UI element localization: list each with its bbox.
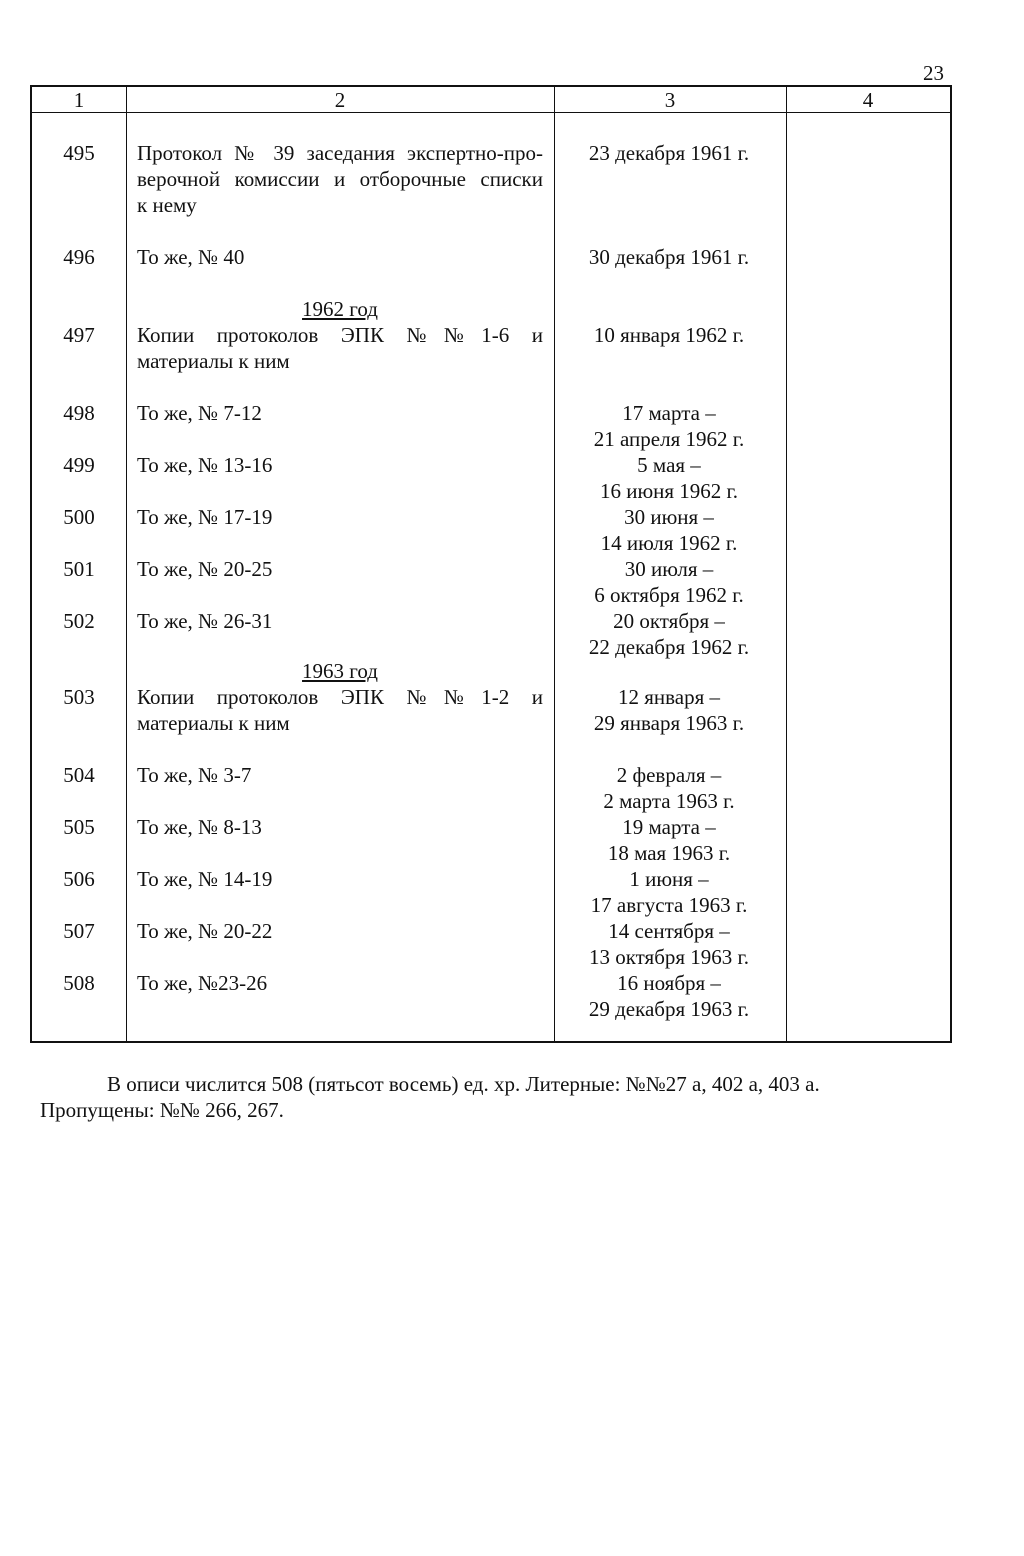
row-number: 507 bbox=[63, 919, 95, 943]
final-note-line-2: Пропущены: №№ 266, 267. bbox=[40, 1098, 284, 1122]
row-number: 503 bbox=[63, 685, 95, 709]
column-divider bbox=[126, 87, 127, 1041]
row-title: То же, № 8-13 bbox=[137, 815, 262, 839]
row-title: То же, № 14-19 bbox=[137, 867, 273, 891]
row-date: 30 июля – 6 октября 1962 г. bbox=[594, 557, 744, 607]
row-date: 12 января – 29 января 1963 г. bbox=[593, 685, 745, 735]
page-number: 23 bbox=[923, 61, 944, 85]
row-date: 1 июня – 17 августа 1963 г. bbox=[590, 867, 748, 917]
row-number: 506 bbox=[63, 867, 95, 891]
row-date: 20 октября – 22 декабря 1962 г. bbox=[588, 609, 750, 659]
row-date: 19 марта – 18 мая 1963 г. bbox=[607, 815, 731, 865]
row-number: 505 bbox=[63, 815, 95, 839]
row-title: То же, № 26-31 bbox=[137, 609, 273, 633]
row-date: 5 мая – 16 июня 1962 г. bbox=[599, 453, 739, 503]
row-title: То же, №23-26 bbox=[137, 971, 268, 995]
row-number: 502 bbox=[63, 609, 95, 633]
column-divider bbox=[786, 87, 787, 1041]
row-title: Копии протоколов ЭПК №№1-2 и материалы к ним bbox=[137, 685, 543, 735]
row-title: То же, № 13-16 bbox=[137, 453, 273, 477]
row-title: То же, № 7-12 bbox=[137, 401, 262, 425]
header-divider bbox=[32, 112, 950, 113]
column-header-3: 3 bbox=[664, 88, 676, 112]
row-date: 14 сентября – 13 октября 1963 г. bbox=[588, 919, 750, 969]
row-number: 496 bbox=[63, 245, 95, 269]
year-heading: 1962 год bbox=[302, 297, 378, 321]
row-title: То же, № 20-25 bbox=[137, 557, 273, 581]
row-title: Копии протоколов ЭПК №№1-6 и материалы к ним bbox=[137, 323, 543, 373]
row-date: 30 июня – 14 июля 1962 г. bbox=[600, 505, 738, 555]
final-note bbox=[40, 1071, 940, 1123]
row-date: 10 января 1962 г. bbox=[593, 323, 745, 347]
row-title: То же, № 20-22 bbox=[137, 919, 273, 943]
row-date: 23 декабря 1961 г. bbox=[588, 141, 750, 165]
final-note-line-1: В описи числится 508 (пятьсот восемь) ед. хр. Литерные: №№27 а, 402 а, 403 а. bbox=[107, 1072, 820, 1096]
row-date: 17 марта – 21 апреля 1962 г. bbox=[593, 401, 745, 451]
row-title: То же, № 40 bbox=[137, 245, 245, 269]
row-title: То же, № 3-7 bbox=[137, 763, 252, 787]
row-number: 504 bbox=[63, 763, 95, 787]
column-header-2: 2 bbox=[334, 88, 346, 112]
row-number: 497 bbox=[63, 323, 95, 347]
column-header-1: 1 bbox=[73, 88, 85, 112]
row-title: Протокол № 39 заседания экспертно-про- верочной комиссии и отборочные списки к нему bbox=[137, 141, 543, 217]
row-date: 30 декабря 1961 г. bbox=[588, 245, 750, 269]
year-heading: 1963 год bbox=[302, 659, 378, 683]
row-number: 495 bbox=[63, 141, 95, 165]
row-date: 2 февраля – 2 марта 1963 г. bbox=[603, 763, 735, 813]
row-number: 500 bbox=[63, 505, 95, 529]
row-number: 501 bbox=[63, 557, 95, 581]
inventory-table bbox=[30, 85, 952, 1043]
row-date: 16 ноября – 29 декабря 1963 г. bbox=[588, 971, 750, 1021]
row-title: То же, № 17-19 bbox=[137, 505, 273, 529]
row-number: 499 bbox=[63, 453, 95, 477]
column-header-4: 4 bbox=[862, 88, 874, 112]
row-number: 508 bbox=[63, 971, 95, 995]
row-number: 498 bbox=[63, 401, 95, 425]
